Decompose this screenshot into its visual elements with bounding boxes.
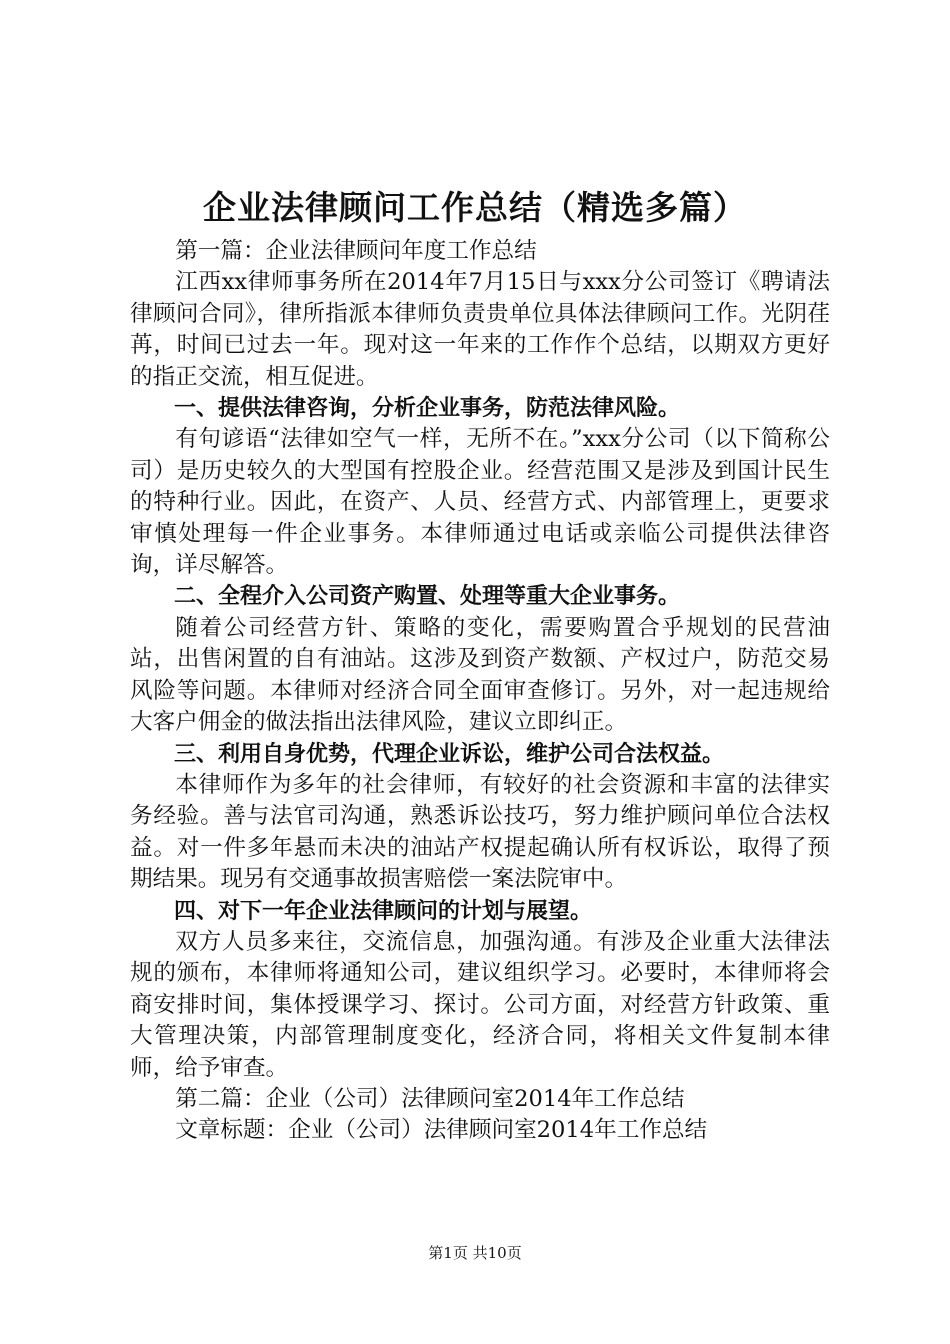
section-heading-3: 三、利用自身优势，代理企业诉讼，维护公司合法权益。 bbox=[174, 741, 725, 767]
paragraph-part-one-title: 第一篇：企业法律顾问年度工作总结 bbox=[175, 238, 537, 264]
paragraph-part-two-title: 第二篇：企业（公司）法律顾问室2014年工作总结 bbox=[175, 1085, 685, 1112]
paragraph-section-2: 随着公司经营方针、策略的变化，需要购置合乎规划的民营油站，出售闲置的自有油站。这涉及到资产数额、产权过户，防范交易风险等问题。本律师对经济合同全面审查修订。另外，对一起违规给大客户佣金的做法指出法律风险，建议立即纠正。 bbox=[130, 614, 830, 736]
paragraph-section-1: 有句谚语“法律如空气一样，无所不在。”xxx分公司（以下简称公司）是历史较久的大型国有控股企业。经营范围又是涉及到国计民生的特种行业。因此，在资产、人员、经营方式、内部管理上，更要求审慎处理每一件企业事务。本律师通过电话或亲临公司提供法律咨询，详尽解答。 bbox=[130, 426, 830, 579]
page-footer: 第1页 共10页 bbox=[428, 1244, 522, 1262]
document-body bbox=[130, 236, 830, 1147]
section-heading-4: 四、对下一年企业法律顾问的计划与展望。 bbox=[174, 898, 593, 924]
paragraph-article-title: 文章标题：企业（公司）法律顾问室2014年工作总结 bbox=[175, 1117, 708, 1144]
section-heading-2: 二、全程介入公司资产购置、处理等重大企业事务。 bbox=[174, 584, 681, 610]
section-heading-1: 一、提供法律咨询，分析企业事务，防范法律风险。 bbox=[174, 396, 681, 422]
paragraph-intro: 江西xx律师事务所在2014年7月15日与xxx分公司签订《聘请法律顾问合同》，律所指派本律师负责贵单位具体法律顾问工作。光阴荏苒，时间已过去一年。现对这一年来的工作作个总结，以期双方更好的指正交流，相互促进。 bbox=[130, 269, 830, 390]
paragraph-section-3: 本律师作为多年的社会律师，有较好的社会资源和丰富的法律实务经验。善与法官司沟通，熟悉诉讼技巧，努力维护顾问单位合法权益。对一件多年悬而未决的油站产权提起确认所有权诉讼，取得了预期结果。现另有交通事故损害赔偿一案法院审中。 bbox=[130, 771, 830, 893]
paragraph-section-4: 双方人员多来往，交流信息，加强沟通。有涉及企业重大法律法规的颁布，本律师将通知公司，建议组织学习。必要时，本律师将会商安排时间，集体授课学习、探讨。公司方面，对经营方针政策、重大管理决策，内部管理制度变化，经济合同，将相关文件复制本律师，给予审查。 bbox=[130, 928, 830, 1081]
document-title: 企业法律顾问工作总结（精选多篇） bbox=[203, 188, 747, 227]
